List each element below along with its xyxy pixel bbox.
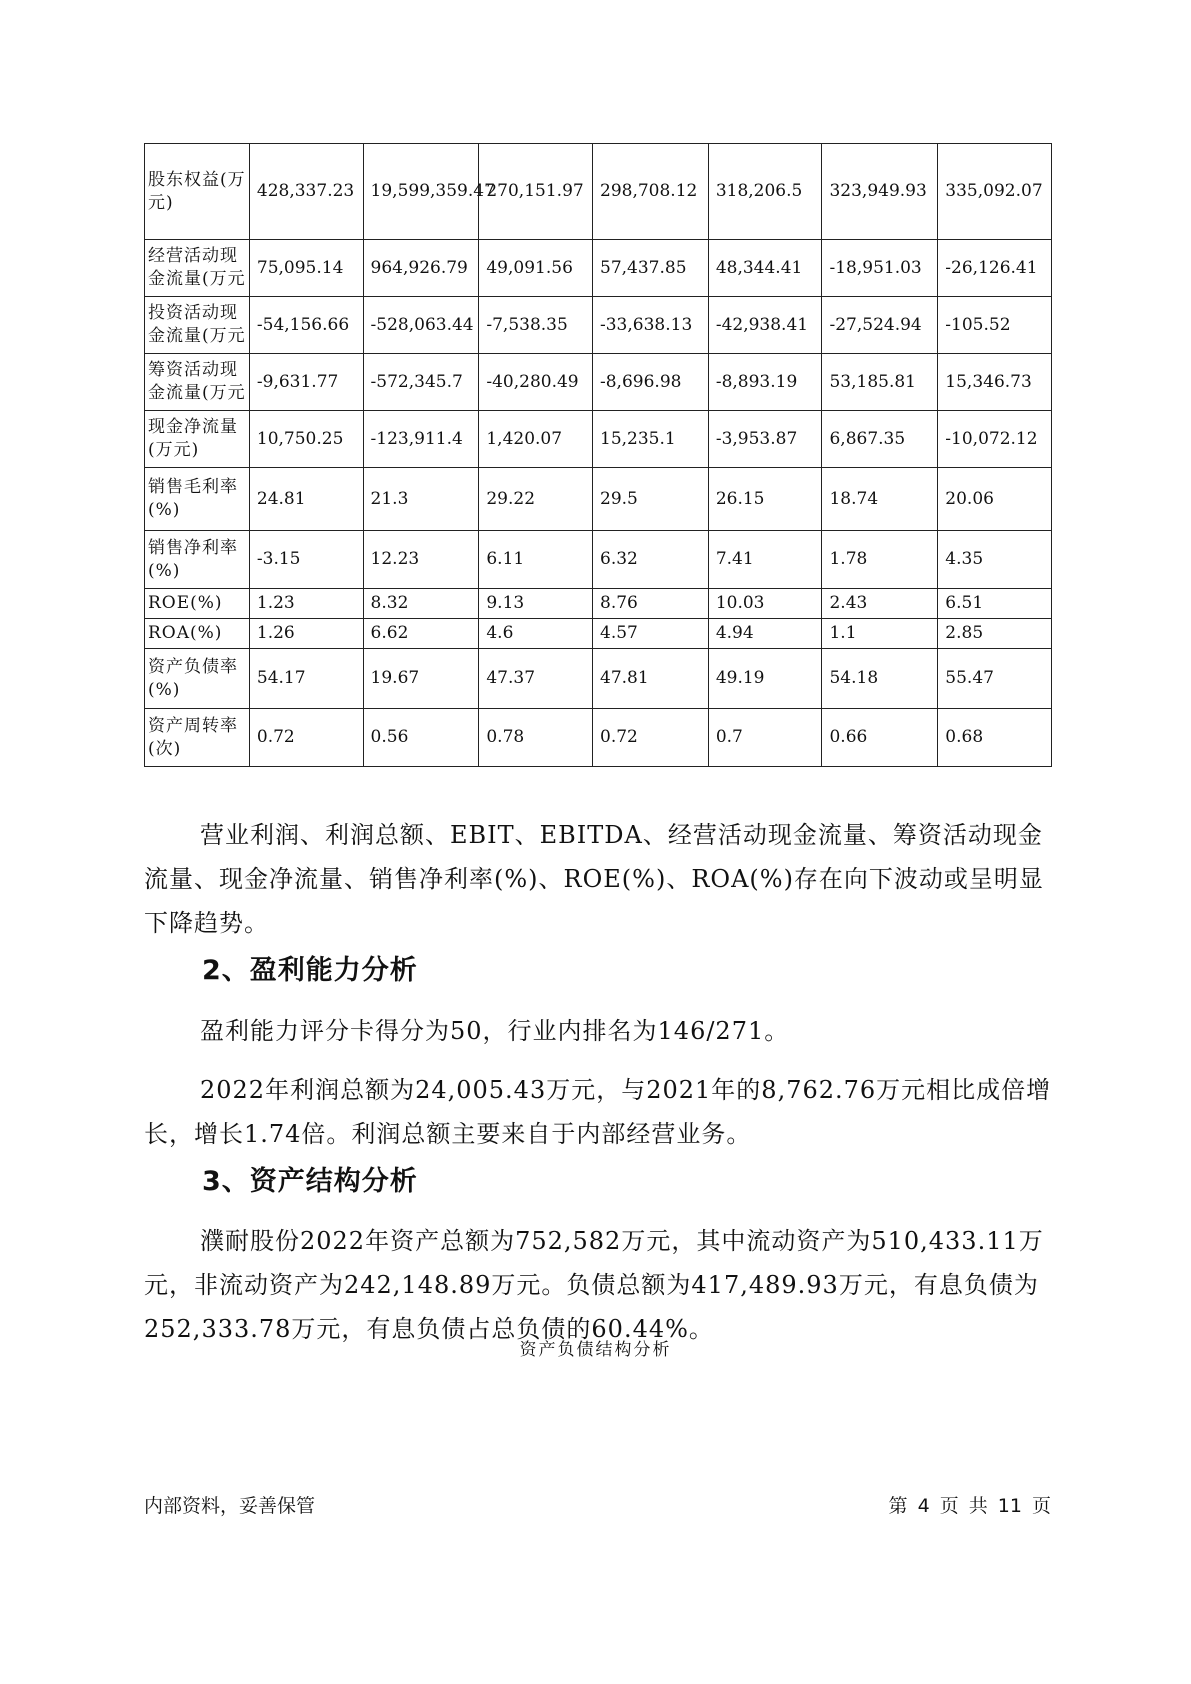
table-row: [145, 709, 1052, 767]
table-cell: 0.7: [708, 709, 822, 767]
table-row: [145, 619, 1052, 649]
table-cell: -40,280.49: [479, 354, 593, 411]
table-cell: 29.22: [479, 468, 593, 531]
table-cell: 49,091.56: [479, 240, 593, 297]
row-label: 投资活动现金流量(万元: [145, 297, 250, 354]
table-cell: 21.3: [363, 468, 479, 531]
table-cell: 964,926.79: [363, 240, 479, 297]
table-cell: 0.66: [822, 709, 938, 767]
table-cell: 19.67: [363, 649, 479, 709]
table-cell: 1.23: [249, 589, 363, 619]
row-label: 资产周转率(次): [145, 709, 250, 767]
table-row: [145, 144, 1052, 240]
table-cell: -3,953.87: [708, 411, 822, 468]
table-cell: 4.6: [479, 619, 593, 649]
table-cell: -7,538.35: [479, 297, 593, 354]
page-number: 第 4 页 共 11 页: [888, 1495, 1051, 1517]
row-label: 筹资活动现金流量(万元: [145, 354, 250, 411]
table-cell: 75,095.14: [249, 240, 363, 297]
table-cell: 1.78: [822, 531, 938, 589]
table-cell: 18.74: [822, 468, 938, 531]
table-cell: 6,867.35: [822, 411, 938, 468]
table-cell: -54,156.66: [249, 297, 363, 354]
table-cell: 29.5: [593, 468, 709, 531]
table-cell: 4.94: [708, 619, 822, 649]
profitability-score-line: 盈利能力评分卡得分为50，行业内排名为146/271。: [200, 1017, 790, 1045]
table-row: [145, 531, 1052, 589]
table-cell: 10.03: [708, 589, 822, 619]
row-label: ROE(%): [145, 589, 250, 619]
table-cell: 47.37: [479, 649, 593, 709]
table-cell: 0.68: [938, 709, 1052, 767]
table-cell: 47.81: [593, 649, 709, 709]
table-cell: 15,235.1: [593, 411, 709, 468]
row-label: 销售毛利率(%): [145, 468, 250, 531]
table-cell: -18,951.03: [822, 240, 938, 297]
figure-caption: 资产负债结构分析: [519, 1340, 672, 1360]
table-cell: -9,631.77: [249, 354, 363, 411]
table-cell: 6.32: [593, 531, 709, 589]
table-cell: 7.41: [708, 531, 822, 589]
table-cell: -10,072.12: [938, 411, 1052, 468]
table-cell: 323,949.93: [822, 144, 938, 240]
table-cell: 2.85: [938, 619, 1052, 649]
table-cell: -528,063.44: [363, 297, 479, 354]
table-cell: 8.32: [363, 589, 479, 619]
table-cell: 1,420.07: [479, 411, 593, 468]
table-cell: 0.72: [249, 709, 363, 767]
table-cell: 53,185.81: [822, 354, 938, 411]
table-cell: -123,911.4: [363, 411, 479, 468]
table-cell: 4.57: [593, 619, 709, 649]
table-cell: 335,092.07: [938, 144, 1052, 240]
table-cell: 6.62: [363, 619, 479, 649]
table-cell: 2.43: [822, 589, 938, 619]
table-cell: 54.18: [822, 649, 938, 709]
section-heading-profitability: 2、盈利能力分析: [202, 955, 418, 986]
table-row: [145, 468, 1052, 531]
financial-indicators-table: [144, 143, 1052, 767]
table-row: [145, 297, 1052, 354]
table-cell: -33,638.13: [593, 297, 709, 354]
table-cell: 0.56: [363, 709, 479, 767]
table-cell: 20.06: [938, 468, 1052, 531]
table-cell: 270,151.97: [479, 144, 593, 240]
table-cell: 48,344.41: [708, 240, 822, 297]
row-label: ROA(%): [145, 619, 250, 649]
profit-paragraph: 2022年利润总额为24,005.43万元，与2021年的8,762.76万元相比成倍增长，增长1.74倍。利润总额主要来自于内部经营业务。: [144, 1076, 1052, 1148]
table-cell: 19,599,359.47: [363, 144, 479, 240]
table-cell: 0.72: [593, 709, 709, 767]
table-cell: -27,524.94: [822, 297, 938, 354]
table-cell: 12.23: [363, 531, 479, 589]
table-cell: 24.81: [249, 468, 363, 531]
table-row: [145, 240, 1052, 297]
table-cell: 54.17: [249, 649, 363, 709]
table-cell: 55.47: [938, 649, 1052, 709]
table-cell: 428,337.23: [249, 144, 363, 240]
table-row: [145, 589, 1052, 619]
table-cell: 57,437.85: [593, 240, 709, 297]
table-cell: -8,893.19: [708, 354, 822, 411]
table-cell: 1.1: [822, 619, 938, 649]
table-cell: -105.52: [938, 297, 1052, 354]
table-cell: 298,708.12: [593, 144, 709, 240]
table-cell: -572,345.7: [363, 354, 479, 411]
summary-paragraph: 营业利润、利润总额、EBIT、EBITDA、经营活动现金流量、筹资活动现金流量、现金净流量、销售净利率(%)、ROE(%)、ROA(%)存在向下波动或呈明显下降趋势。: [144, 821, 1044, 937]
section-heading-asset-structure: 3、资产结构分析: [202, 1166, 418, 1197]
row-label: 资产负债率(%): [145, 649, 250, 709]
table-row: [145, 354, 1052, 411]
table-cell: 8.76: [593, 589, 709, 619]
table-cell: 9.13: [479, 589, 593, 619]
table-cell: 318,206.5: [708, 144, 822, 240]
row-label: 现金净流量(万元): [145, 411, 250, 468]
row-label: 经营活动现金流量(万元: [145, 240, 250, 297]
row-label: 销售净利率(%): [145, 531, 250, 589]
footer-confidential-note: 内部资料，妥善保管: [144, 1495, 316, 1517]
table-cell: 1.26: [249, 619, 363, 649]
row-label: 股东权益(万元): [145, 144, 250, 240]
table-cell: 4.35: [938, 531, 1052, 589]
table-cell: -3.15: [249, 531, 363, 589]
table-cell: 6.11: [479, 531, 593, 589]
table-cell: -8,696.98: [593, 354, 709, 411]
table-row: [145, 411, 1052, 468]
table-cell: 15,346.73: [938, 354, 1052, 411]
table-cell: -42,938.41: [708, 297, 822, 354]
asset-structure-paragraph: 濮耐股份2022年资产总额为752,582万元，其中流动资产为510,433.11万元，非流动资产为242,148.89万元。负债总额为417,489.93万元，有息负债为252,333.78万元，有息负债占总负债的60.44%。: [144, 1227, 1044, 1343]
table-row: [145, 649, 1052, 709]
table-cell: 26.15: [708, 468, 822, 531]
table-cell: 49.19: [708, 649, 822, 709]
table-cell: 6.51: [938, 589, 1052, 619]
table-cell: 0.78: [479, 709, 593, 767]
table-cell: -26,126.41: [938, 240, 1052, 297]
table-cell: 10,750.25: [249, 411, 363, 468]
